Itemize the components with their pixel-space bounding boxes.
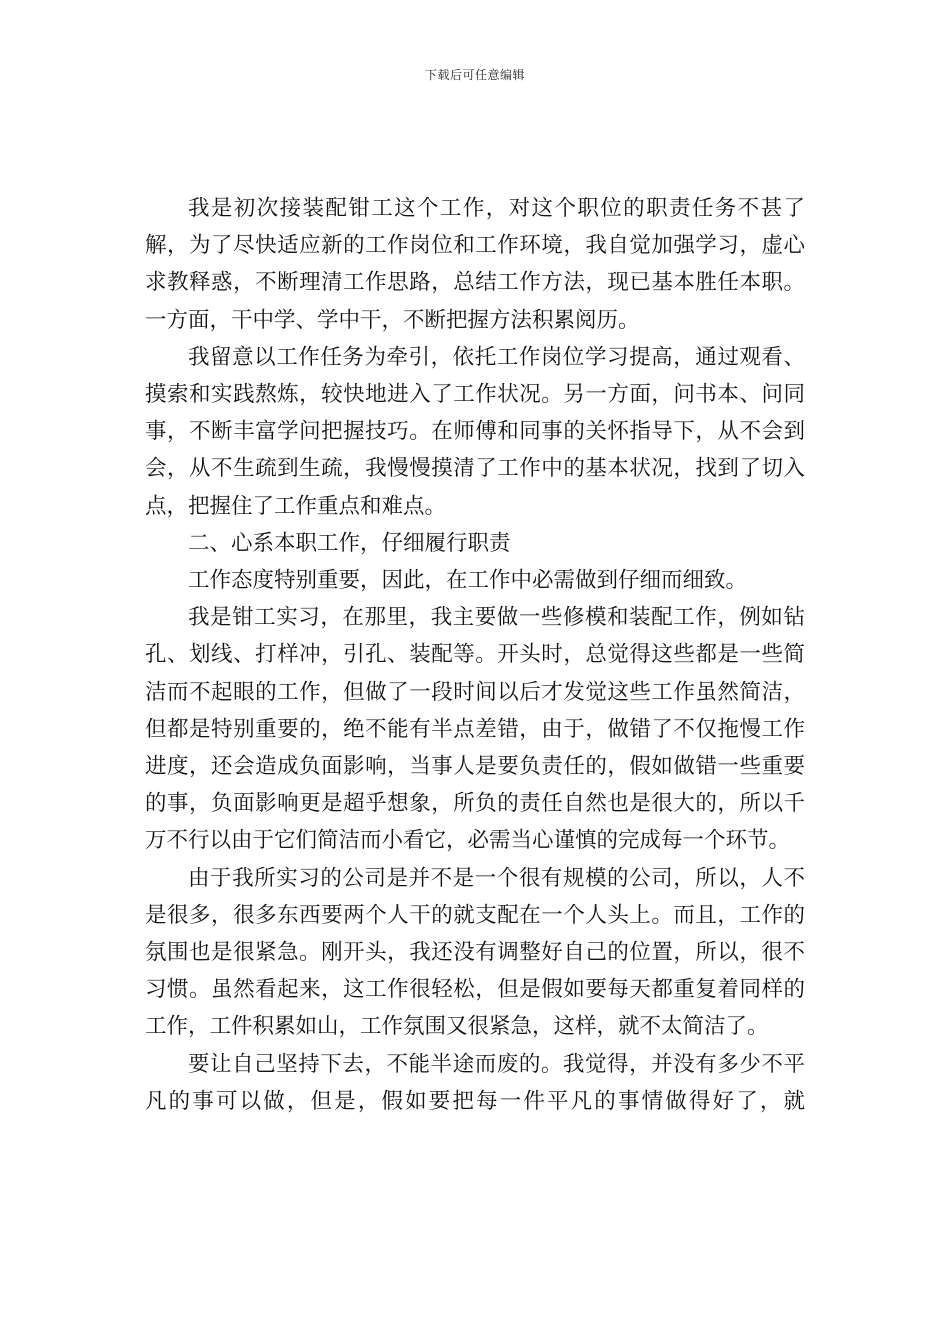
section-heading: 二、心系本职工作，仔细履行职责 — [188, 530, 511, 556]
paragraph-5: 由于我所实习的公司是并不是一个很有规模的公司，所以，人不是很多，很多东西要两个人干的就支配在一个人头上。而且，工作的氛围也是很紧急。刚开头，我还没有调整好自己的位置，所以，很不习惯。虽然看起来，这工作很轻松，但是假如要每天都重复着同样的工作，工件积累如山，工作氛围又很紧急，这样，就不太简洁了。 — [145, 865, 805, 1040]
page-header: 下载后可任意编辑 — [424, 68, 525, 82]
paragraph-3: 工作态度特别重要，因此，在工作中必需做到仔细而细致。 — [188, 568, 748, 594]
paragraph-6: 要让自己坚持下去，不能半途而废的。我觉得，并没有多少不平凡的事可以做，但是，假如要把每一件平凡的事情做得好了，就 — [145, 1051, 805, 1114]
paragraph-4: 我是钳工实习，在那里，我主要做一些修模和装配工作，例如钻孔、划线、打样冲，引孔、装配等。开头时，总觉得这些都是一些简洁而不起眼的工作，但做了一段时间以后才发觉这些工作虽然简洁，但都是特别重要的，绝不能有半点差错，由于，做错了不仅拖慢工作进度，还会造成负面影响，当事人是要负责任的，假如做错一些重要的事，负面影响更是超乎想象，所负的责任自然也是很大的，所以千万不行以由于它们简洁而小看它，必需当心谨慎的完成每一个环节。 — [145, 605, 805, 854]
paragraph-1: 我是初次接装配钳工这个工作，对这个职位的职责任务不甚了解，为了尽快适应新的工作岗位和工作环境，我自觉加强学习，虚心求教释惑，不断理清工作思路，总结工作方法，现已基本胜任本职。一方面，干中学、学中干，不断把握方法积累阅历。 — [145, 196, 805, 333]
paragraph-2: 我留意以工作任务为牵引，依托工作岗位学习提高，通过观看、摸索和实践熬炼，较快地进入了工作状况。另一方面，问书本、问同事，不断丰富学问把握技巧。在师傅和同事的关怀指导下，从不会到会，从不生疏到生疏，我慢慢摸清了工作中的基本状况，找到了切入点，把握住了工作重点和难点。 — [145, 344, 805, 519]
document-body — [145, 190, 805, 1120]
